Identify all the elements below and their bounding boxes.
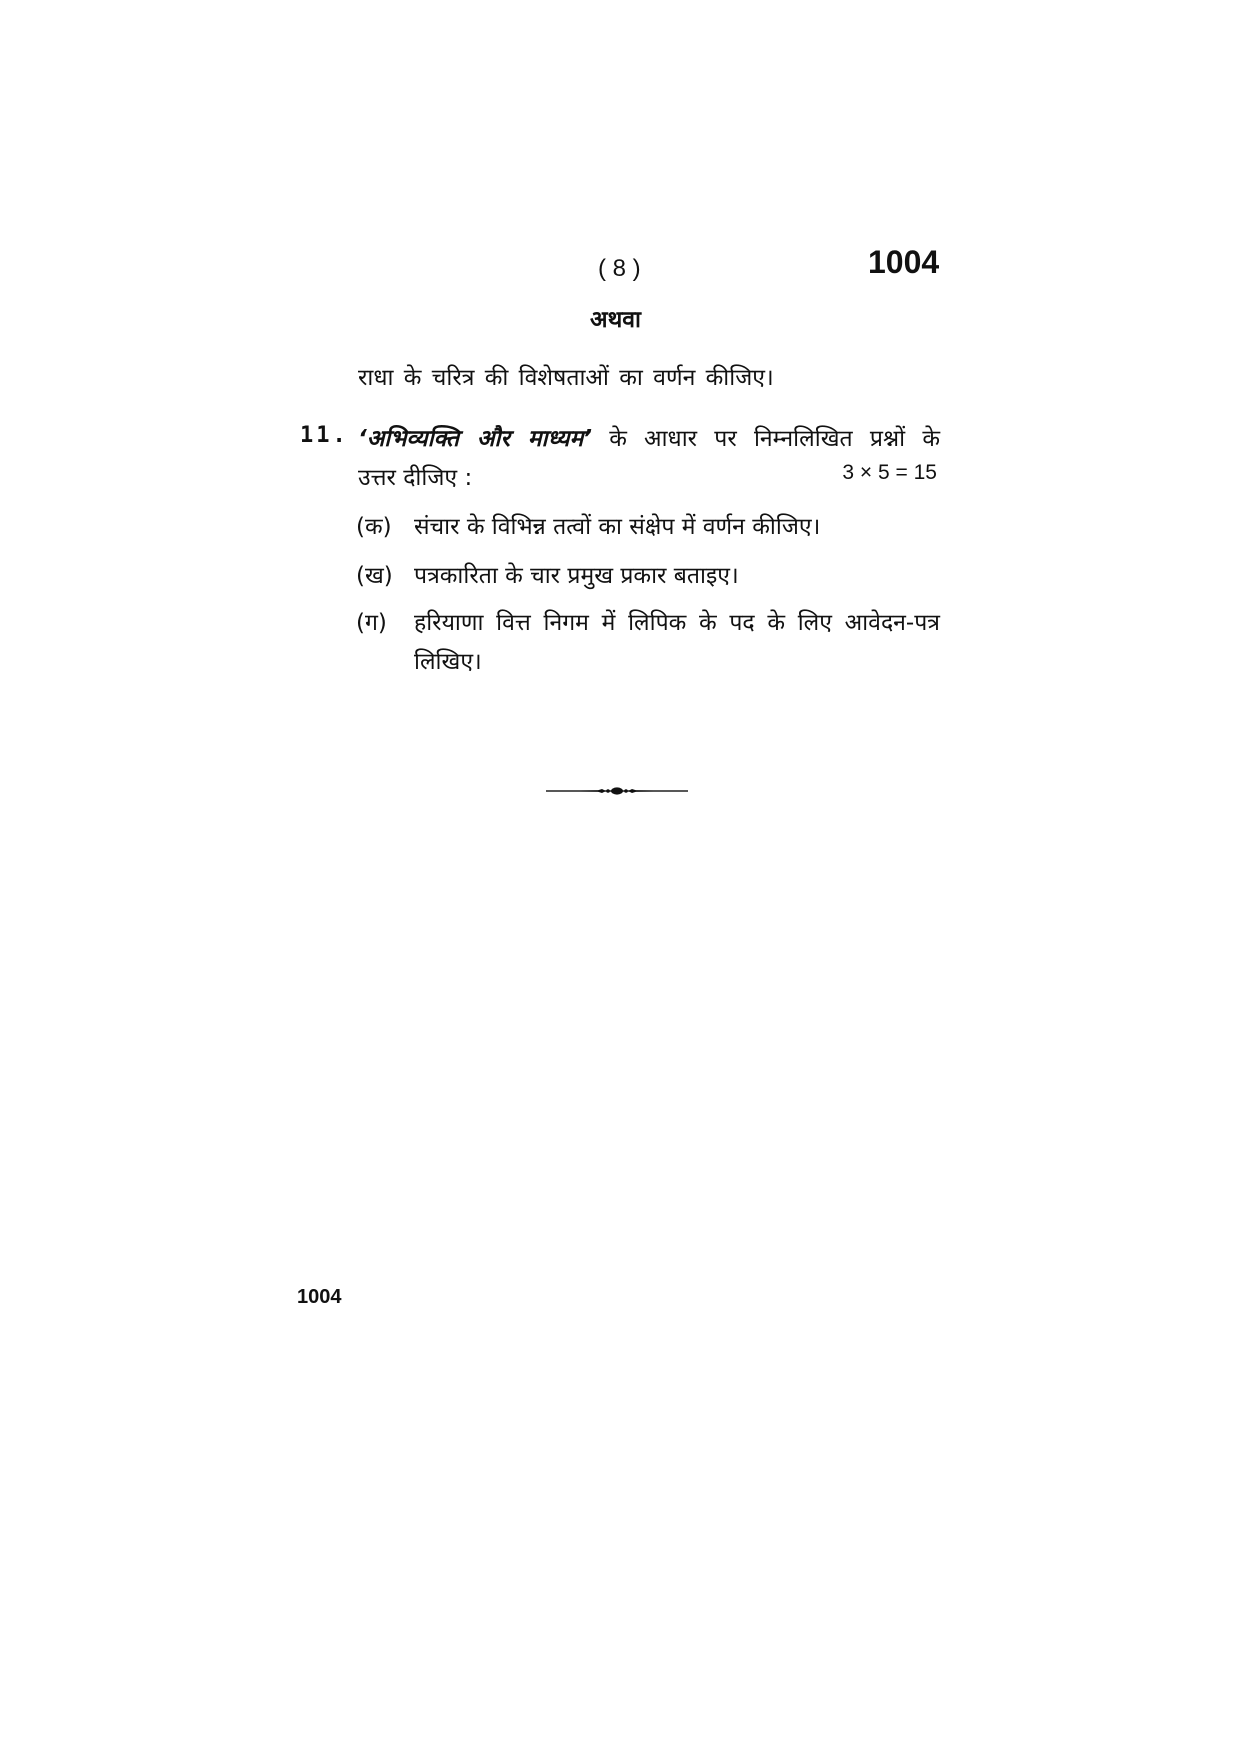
part-text-kha: पत्रकारिता के चार प्रमुख प्रकार बताइए। (414, 563, 739, 589)
end-ornament (546, 784, 688, 798)
part-label-ga: (ग) (356, 610, 387, 636)
part-label-ka: (क) (356, 514, 392, 540)
part-label-kha: (ख) (356, 563, 393, 589)
marks-allocation: 3 × 5 = 15 (842, 461, 937, 484)
question-number: 11. (300, 423, 349, 448)
paper-code-footer: 1004 (297, 1286, 342, 1308)
paper-code-header: 1004 (868, 244, 940, 280)
question-intro-line (358, 421, 940, 453)
part-text-ga-line1: हरियाणा वित्त निगम में लिपिक के पद के लिए आवेदन-पत्र (414, 610, 940, 636)
alternative-question: राधा के चरित्र की विशेषताओं का वर्णन कीजिए। (358, 365, 774, 391)
part-text-ka: संचार के विभिन्न तत्वों का संक्षेप में वर्णन कीजिए। (414, 514, 821, 540)
question-intro-line-2: उत्तर दीजिए : (358, 465, 473, 491)
book-title: ‘अभिव्यक्ति और माध्यम’ (358, 426, 592, 452)
page-number: ( 8 ) (598, 255, 641, 282)
question-intro-rest: के आधार पर निम्नलिखित प्रश्नों के (609, 426, 940, 452)
or-heading: अथवा (590, 307, 642, 333)
part-text-ga-line2: लिखिए। (414, 649, 482, 675)
